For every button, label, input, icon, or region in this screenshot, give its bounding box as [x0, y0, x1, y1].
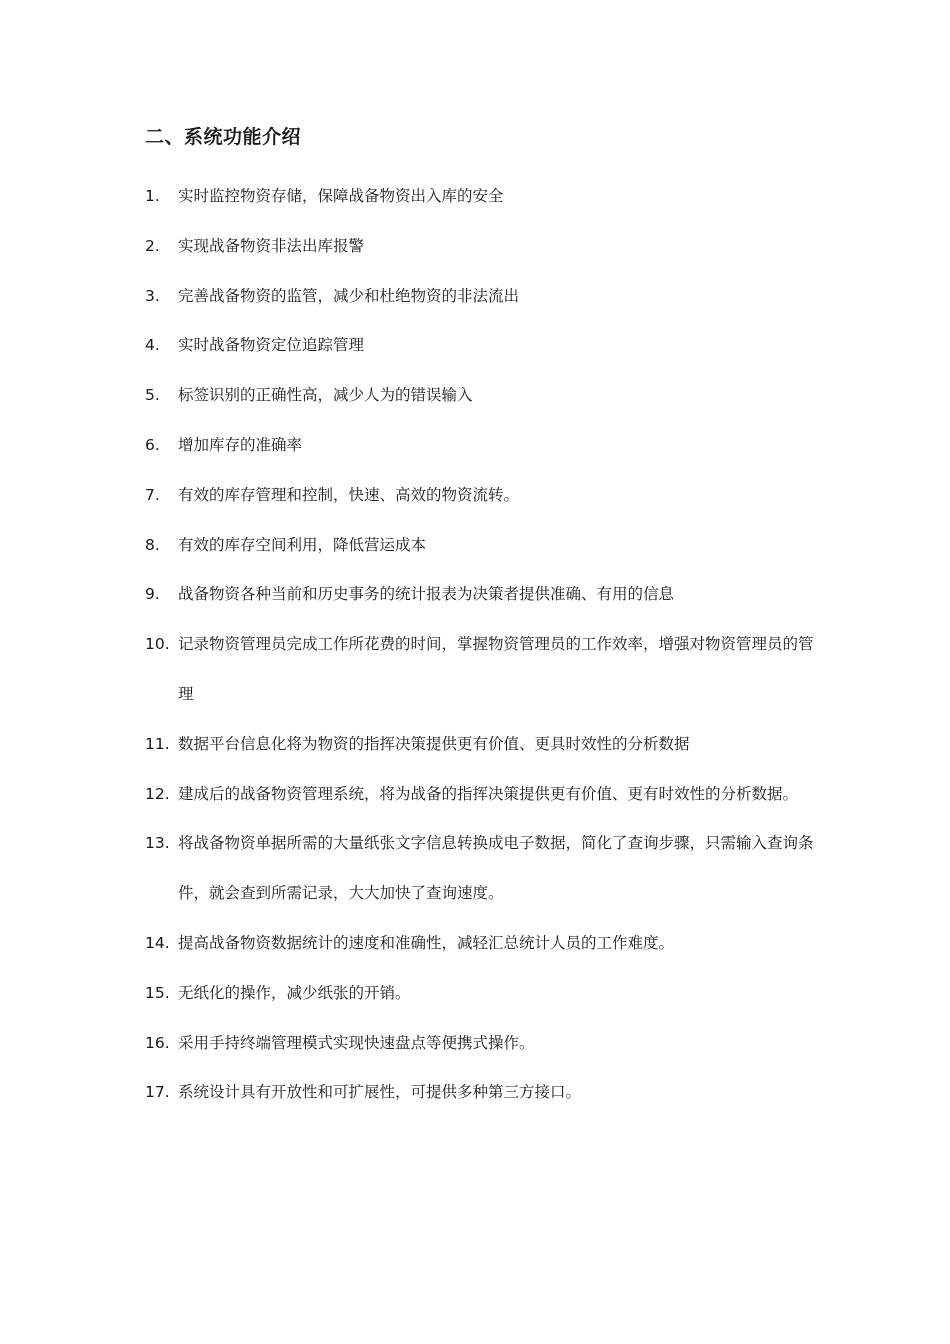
list-item-text: 实时战备物资定位追踪管理 — [178, 336, 365, 355]
list-item-text: 战备物资各种当前和历史事务的统计报表为决策者提供准确、有用的信息 — [178, 585, 675, 604]
list-item — [145, 521, 815, 571]
list-item-number: 12. — [145, 784, 170, 803]
list-item — [145, 321, 815, 371]
list-item — [145, 570, 815, 620]
list-item-number: 5. — [145, 386, 160, 405]
list-item-text: 完善战备物资的监管，减少和杜绝物资的非法流出 — [178, 286, 520, 305]
list-item — [145, 620, 815, 720]
list-item-number: 14. — [145, 933, 170, 952]
list-item-number: 8. — [145, 535, 160, 554]
list-item — [145, 969, 815, 1019]
list-item-number: 13. — [145, 834, 170, 853]
section-heading: 二、系统功能介绍 — [145, 126, 302, 148]
list-item-text: 数据平台信息化将为物资的指挥决策提供更有价值、更具时效性的分析数据 — [178, 734, 690, 753]
list-item-text: 实时监控物资存储，保障战备物资出入库的安全 — [178, 187, 504, 205]
list-item-text: 记录物资管理员完成工作所花费的时间，掌握物资管理员的工作效率，增强对物资管理员的管理 — [178, 635, 814, 703]
list-item-number: 7. — [145, 485, 160, 504]
list-item — [145, 421, 815, 471]
list-item-number: 15. — [145, 983, 170, 1002]
list-item-number: 11. — [145, 734, 170, 753]
list-item-text: 有效的库存空间利用，降低营运成本 — [178, 535, 427, 554]
list-item-number: 3. — [145, 286, 160, 305]
list-item-text: 系统设计具有开放性和可扩展性，可提供多种第三方接口。 — [178, 1083, 582, 1102]
list-item-number: 17. — [145, 1083, 170, 1102]
list-item — [145, 720, 815, 770]
list-item — [145, 471, 815, 521]
list-item-number: 1. — [145, 187, 160, 205]
list-item — [145, 819, 815, 919]
list-item — [145, 1019, 815, 1069]
list-item-text: 增加库存的准确率 — [178, 435, 303, 454]
list-item-text: 采用手持终端管理模式实现快速盘点等便携式操作。 — [178, 1033, 535, 1052]
list-item-number: 9. — [145, 585, 160, 604]
list-item-number: 6. — [145, 435, 160, 454]
list-item — [145, 770, 815, 820]
list-item — [145, 172, 815, 222]
list-item-number: 4. — [145, 336, 160, 355]
list-item-number: 16. — [145, 1033, 170, 1052]
list-item-text: 有效的库存管理和控制，快速、高效的物资流转。 — [178, 485, 520, 504]
list-item — [145, 272, 815, 322]
list-item-number: 10. — [145, 635, 170, 654]
list-item — [145, 919, 815, 969]
list-item-number: 2. — [145, 236, 160, 255]
list-item-text: 标签识别的正确性高，减少人为的错误输入 — [178, 386, 473, 405]
list-item-text: 建成后的战备物资管理系统，将为战备的指挥决策提供更有价值、更有时效性的分析数据。 — [178, 784, 799, 803]
list-item-text: 无纸化的操作，减少纸张的开销。 — [178, 983, 411, 1002]
list-item — [145, 371, 815, 421]
list-item-text: 实现战备物资非法出库报警 — [178, 236, 365, 255]
list-item — [145, 1068, 815, 1118]
list-item-text: 将战备物资单据所需的大量纸张文字信息转换成电子数据，简化了查询步骤，只需输入查询条件，就会查到所需记录，大大加快了查询速度。 — [178, 834, 814, 903]
feature-list — [145, 172, 815, 1118]
list-item — [145, 222, 815, 272]
list-item-text: 提高战备物资数据统计的速度和准确性，减轻汇总统计人员的工作难度。 — [178, 933, 675, 952]
